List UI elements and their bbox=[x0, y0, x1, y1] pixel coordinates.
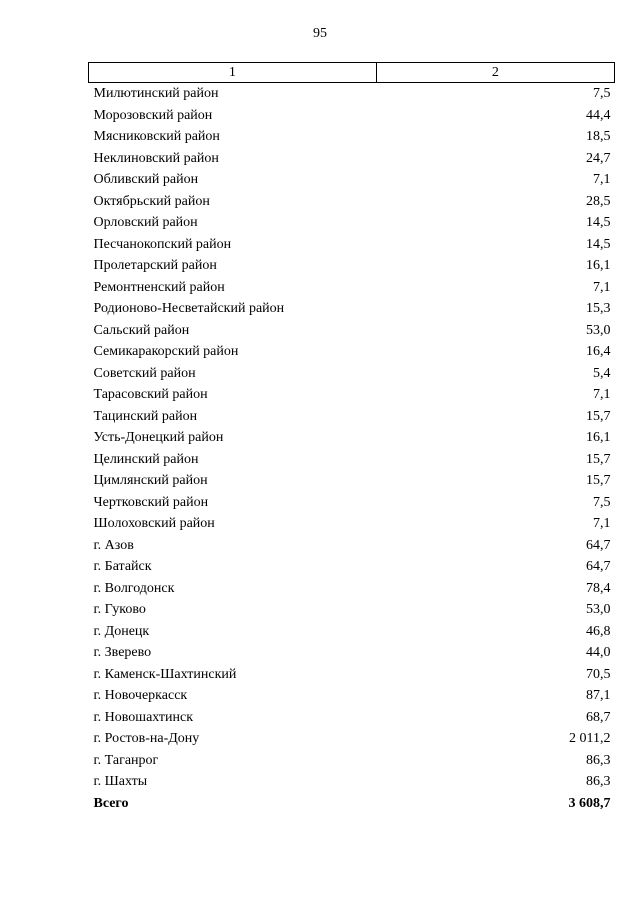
row-name: Советский район bbox=[93, 365, 196, 381]
table-row bbox=[89, 212, 615, 234]
data-table bbox=[88, 62, 615, 814]
table-row bbox=[89, 621, 615, 643]
row-value: 86,3 bbox=[586, 774, 611, 789]
table-row bbox=[89, 513, 615, 535]
table-row bbox=[89, 470, 615, 492]
table-row bbox=[89, 449, 615, 471]
row-name: Милютинский район bbox=[93, 86, 219, 101]
table-row bbox=[89, 556, 615, 578]
row-name: Родионово-Несветайский район bbox=[93, 301, 285, 316]
row-name: г. Новошахтинск bbox=[93, 709, 194, 725]
table-row bbox=[89, 728, 615, 750]
table-row bbox=[89, 298, 615, 320]
table-row bbox=[89, 126, 615, 148]
row-value: 15,7 bbox=[586, 451, 611, 467]
row-name: г. Ростов-на-Дону bbox=[93, 731, 200, 746]
row-value: 53,0 bbox=[586, 322, 611, 338]
row-name: Тацинский район bbox=[93, 408, 198, 424]
row-name: Цимлянский район bbox=[93, 473, 208, 488]
row-value: 7,5 bbox=[593, 494, 611, 510]
row-value: 46,8 bbox=[586, 623, 611, 639]
row-value: 28,5 bbox=[586, 193, 611, 209]
table-row bbox=[89, 599, 615, 621]
row-value: 53,0 bbox=[586, 602, 611, 617]
row-value: 44,4 bbox=[586, 107, 611, 123]
table-row bbox=[89, 578, 615, 600]
row-value: 64,7 bbox=[586, 559, 611, 574]
row-value: 7,1 bbox=[593, 516, 611, 531]
table-row bbox=[89, 406, 615, 428]
row-value: 86,3 bbox=[586, 752, 611, 768]
table-row bbox=[89, 427, 615, 449]
row-name: Мясниковский район bbox=[93, 129, 220, 144]
row-name: Семикаракорский район bbox=[93, 344, 239, 359]
total-label: Всего bbox=[93, 795, 129, 811]
row-name: Песчанокопский район bbox=[93, 236, 232, 252]
row-value: 24,7 bbox=[586, 150, 611, 166]
row-value: 14,5 bbox=[586, 236, 611, 252]
table-row bbox=[89, 642, 615, 664]
row-name: Чертковский район bbox=[93, 494, 209, 510]
row-value: 16,1 bbox=[586, 430, 611, 445]
row-name: г. Новочеркасск bbox=[93, 688, 188, 703]
table-row bbox=[89, 664, 615, 686]
row-name: Октябрьский район bbox=[93, 193, 210, 209]
row-name: Пролетарский район bbox=[93, 258, 217, 273]
row-value: 15,7 bbox=[586, 408, 611, 424]
table-row bbox=[89, 771, 615, 793]
row-name: г. Таганрог bbox=[93, 752, 159, 768]
table-row bbox=[89, 234, 615, 256]
row-value: 16,1 bbox=[586, 258, 611, 273]
row-name: Усть-Донецкий район bbox=[93, 430, 224, 445]
row-value: 64,7 bbox=[586, 537, 611, 553]
row-value: 7,1 bbox=[593, 279, 611, 295]
row-name: г. Азов bbox=[93, 537, 134, 553]
row-name: г. Батайск bbox=[93, 559, 152, 574]
row-value: 15,7 bbox=[586, 473, 611, 488]
total-row bbox=[89, 793, 615, 815]
row-name: Целинский район bbox=[93, 451, 199, 467]
row-value: 78,4 bbox=[586, 580, 611, 596]
row-value: 7,1 bbox=[593, 172, 611, 187]
row-name: Сальский район bbox=[93, 322, 190, 338]
page-number: 95 bbox=[313, 26, 327, 41]
table-row bbox=[89, 191, 615, 213]
table-row bbox=[89, 363, 615, 385]
row-value: 7,5 bbox=[593, 86, 611, 101]
table-row bbox=[89, 320, 615, 342]
row-value: 87,1 bbox=[586, 688, 611, 703]
row-name: Ремонтненский район bbox=[93, 279, 225, 295]
table-row bbox=[89, 384, 615, 406]
column-header-2: 2 bbox=[376, 63, 614, 83]
table-row bbox=[89, 255, 615, 277]
table-row bbox=[89, 169, 615, 191]
row-name: Обливский район bbox=[93, 172, 199, 187]
row-name: г. Каменск-Шахтинский bbox=[93, 666, 237, 682]
row-name: г. Волгодонск bbox=[93, 580, 175, 596]
table-row bbox=[89, 83, 615, 105]
table-row bbox=[89, 685, 615, 707]
row-name: Морозовский район bbox=[93, 107, 213, 123]
row-value: 18,5 bbox=[586, 129, 611, 144]
row-value: 7,1 bbox=[593, 387, 611, 402]
row-name: Неклиновский район bbox=[93, 150, 219, 166]
row-name: Тарасовский район bbox=[93, 387, 208, 402]
total-value: 3 608,7 bbox=[568, 795, 611, 811]
row-value: 5,4 bbox=[593, 365, 611, 381]
row-value: 70,5 bbox=[586, 666, 611, 682]
row-value: 16,4 bbox=[586, 344, 611, 359]
table-row bbox=[89, 277, 615, 299]
table-row bbox=[89, 707, 615, 729]
table-row bbox=[89, 105, 615, 127]
row-name: г. Шахты bbox=[93, 774, 148, 789]
table-row bbox=[89, 341, 615, 363]
row-name: г. Гуково bbox=[93, 602, 146, 617]
table-row bbox=[89, 535, 615, 557]
row-name: г. Донецк bbox=[93, 623, 150, 639]
row-value: 2 011,2 bbox=[569, 731, 611, 746]
table-row bbox=[89, 492, 615, 514]
row-name: Шолоховский район bbox=[93, 516, 215, 531]
row-name: Орловский район bbox=[93, 215, 198, 230]
table-row bbox=[89, 148, 615, 170]
row-value: 68,7 bbox=[586, 709, 611, 725]
column-header-1: 1 bbox=[89, 63, 377, 83]
row-value: 15,3 bbox=[586, 301, 611, 316]
table-body bbox=[89, 83, 615, 815]
row-value: 14,5 bbox=[586, 215, 611, 230]
table-header-row bbox=[89, 63, 615, 83]
row-value: 44,0 bbox=[586, 645, 611, 660]
table-row bbox=[89, 750, 615, 772]
row-name: г. Зверево bbox=[93, 645, 152, 660]
